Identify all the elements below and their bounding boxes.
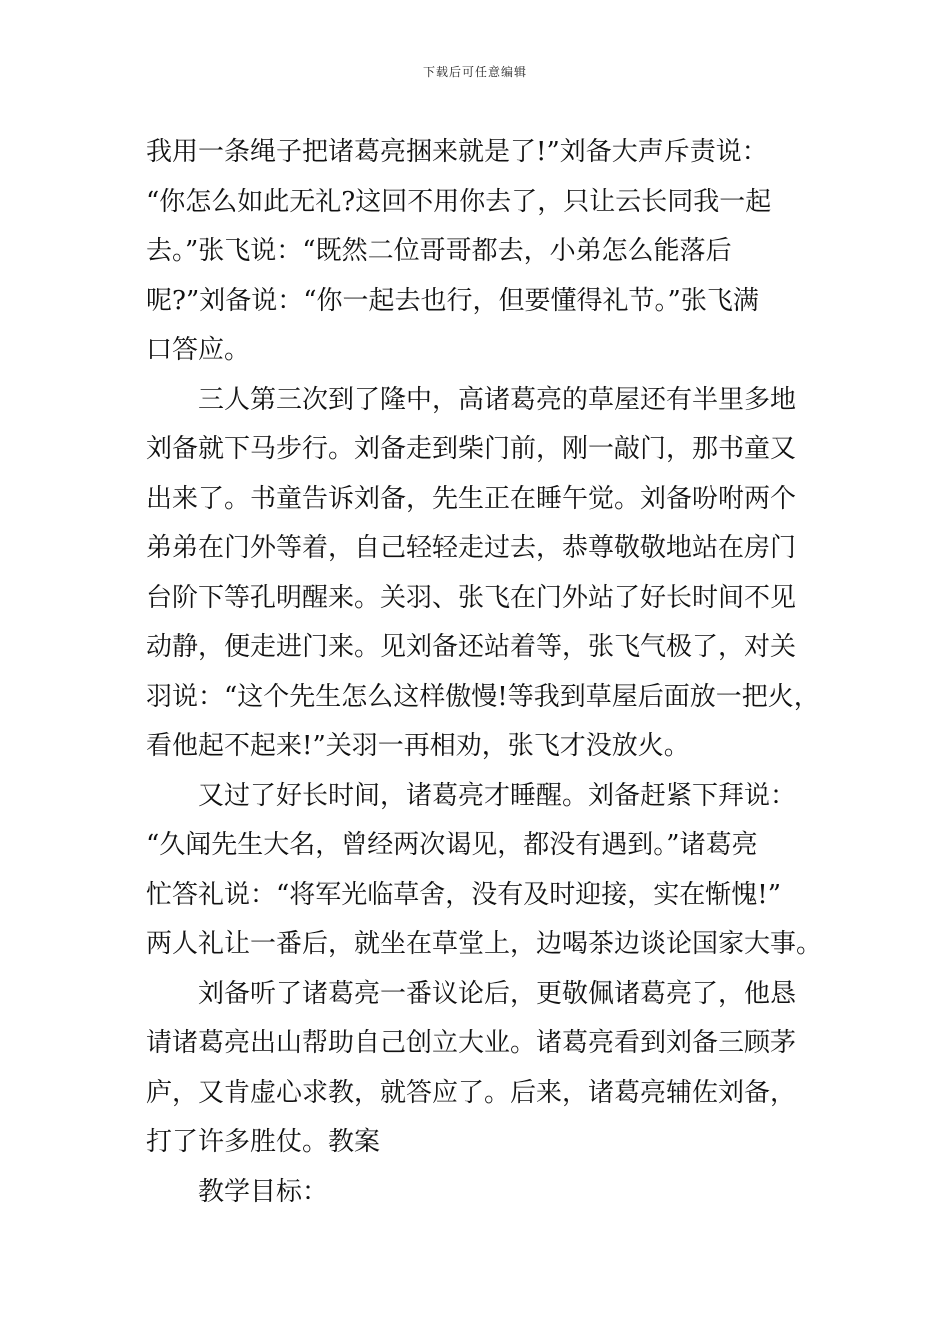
text-line: 我用一条绳子把诸葛亮捆来就是了!”刘备大声斥责说： <box>146 137 768 167</box>
text-line: 弟弟在门外等着，自己轻轻走过去，恭尊敬敬地站在房门 <box>146 533 797 563</box>
text-line: 出来了。书童告诉刘备，先生正在睡午觉。刘备吩咐两个 <box>146 483 797 514</box>
text-line: 打了许多胜仗。教案 <box>146 1127 381 1157</box>
paragraph-start-line: 刘备听了诸葛亮一番议论后，更敬佩诸葛亮了，他恳 <box>198 978 797 1009</box>
text-line: 刘备就下马步行。刘备走到柴门前，刚一敲门，那书童又 <box>146 434 797 464</box>
text-line: 羽说：“这个先生怎么这样傲慢!等我到草屋后面放一把火， <box>146 681 820 712</box>
text-line: 口答应。 <box>146 335 251 365</box>
section-heading: 教学目标： <box>198 1176 329 1207</box>
text-line: 台阶下等孔明醒来。关羽、张飞在门外站了好长时间不见 <box>146 582 797 613</box>
text-line: 庐，又肯虚心求教，就答应了。后来，诸葛亮辅佐刘备， <box>146 1077 797 1108</box>
text-line: 呢?”刘备说：“你一起去也行，但要懂得礼节。”张飞满 <box>146 285 759 316</box>
text-line: “久闻先生大名，曾经两次谒见，都没有遇到。”诸葛亮 <box>146 830 758 860</box>
text-line: 动静，便走进门来。见刘备还站着等，张飞气极了，对关 <box>146 632 797 662</box>
text-line: 去。”张飞说：“既然二位哥哥都去，小弟怎么能落后 <box>146 236 732 266</box>
paragraph-start-line: 三人第三次到了隆中，高诸葛亮的草屋还有半里多地 <box>198 384 797 415</box>
page-header: 下载后可任意编辑 <box>422 65 527 79</box>
text-line: “你怎么如此无礼?这回不用你去了，只让云长同我一起 <box>146 186 772 217</box>
text-line: 忙答礼说：“将军光临草舍，没有及时迎接，实在惭愧!” <box>146 879 782 910</box>
paragraph-start-line: 又过了好长时间，诸葛亮才睡醒。刘备赶紧下拜说： <box>198 780 797 811</box>
text-line: 两人礼让一番后，就坐在草堂上，边喝茶边谈论国家大事。 <box>146 929 823 959</box>
document-body <box>146 128 836 1217</box>
text-line: 看他起不起来!”关羽一再相劝，张飞才没放火。 <box>146 731 690 761</box>
text-line: 请诸葛亮出山帮助自己创立大业。诸葛亮看到刘备三顾茅 <box>146 1028 797 1058</box>
